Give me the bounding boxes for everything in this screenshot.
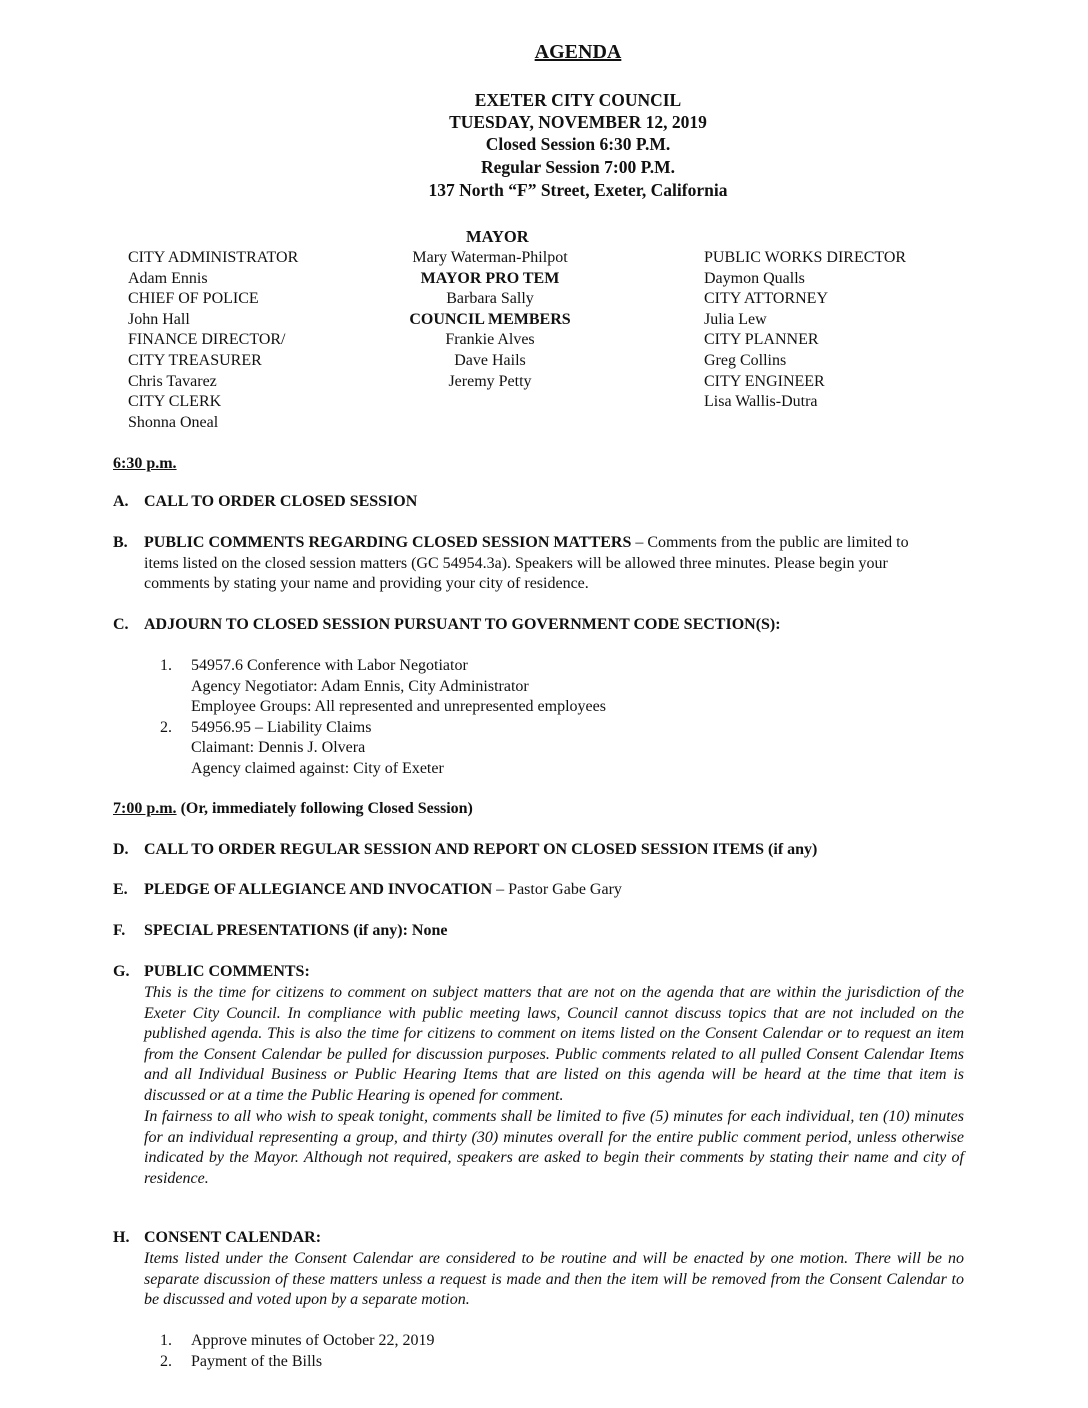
roster-right-item: Julia Lew [704, 310, 767, 328]
section-text: – Comments from the public are limited to items listed on the closed session matters (GC 54954.3a). Speakers will be allowed three minutes. Please begin your comments by stating your name and providing your city of residence. [144, 534, 909, 592]
section-a [113, 492, 973, 514]
roster-right-item: PUBLIC WORKS DIRECTOR [704, 249, 907, 266]
public-comments-paragraph-2: In fairness to all who wish to speak tonight, comments shall be limited to five (5) minutes for each individual, ten (10) minutes for an individual representing a group, and thirty (30) minutes overall for the entire public comment period, unless otherwise indicated by the Mayor. Although not required, speakers are asked to begin their comments by stating their name and city of residence. [144, 1108, 964, 1187]
section-letter: D. [113, 841, 129, 858]
section-letter: A. [113, 493, 129, 510]
section-letter: H. [113, 1229, 130, 1246]
roster-right-item: Lisa Wallis-Dutra [704, 393, 818, 411]
section-title: PUBLIC COMMENTS REGARDING CLOSED SESSION MATTERS [144, 534, 632, 551]
section-title: CALL TO ORDER CLOSED SESSION [144, 493, 418, 510]
item-line: Agency claimed against: City of Exeter [191, 759, 444, 777]
roster-right-item: Daymon Qualls [704, 269, 805, 287]
item-line: Agency Negotiator: Adam Ennis, City Administrator [191, 677, 529, 695]
mayor-label: MAYOR [466, 227, 529, 246]
time-closed-session: 6:30 p.m. [113, 455, 177, 472]
roster-center-item: COUNCIL MEMBERS [409, 310, 571, 328]
roster-center-item: Dave Hails [454, 351, 526, 369]
section-title: PLEDGE OF ALLEGIANCE AND INVOCATION [144, 881, 493, 898]
roster-center-item: Mary Waterman-Philpot [412, 249, 568, 266]
section-title: CONSENT CALENDAR: [144, 1229, 322, 1246]
roster-center-item: Barbara Sally [446, 290, 534, 308]
item-number: 1. [160, 657, 172, 674]
roster-center-item: Frankie Alves [445, 331, 535, 349]
roster-right-item: CITY ENGINEER [704, 372, 825, 390]
item-line: 54957.6 Conference with Labor Negotiator [191, 657, 468, 674]
roster-right [704, 248, 906, 413]
section-letter: F. [113, 922, 126, 939]
item-number: 1. [160, 1332, 172, 1349]
section-h [113, 1228, 973, 1318]
roster-left-item: FINANCE DIRECTOR/ [128, 331, 286, 349]
roster-right-item: Greg Collins [704, 351, 787, 369]
roster-left-item: CITY ADMINISTRATOR [128, 249, 299, 266]
roster-right-item: CITY ATTORNEY [704, 290, 828, 308]
item-line: 54956.95 – Liability Claims [191, 718, 372, 736]
section-letter: E. [113, 881, 128, 898]
roster-left-item: Adam Ennis [128, 269, 208, 287]
section-f [113, 921, 973, 943]
section-title: SPECIAL PRESENTATIONS (if any): None [144, 922, 448, 939]
item-line: Payment of the Bills [191, 1353, 323, 1370]
time-regular-label: 7:00 p.m. [113, 800, 177, 817]
roster-right-item: CITY PLANNER [704, 331, 819, 349]
section-letter: B. [113, 534, 128, 551]
section-letter: C. [113, 616, 129, 633]
section-title: CALL TO ORDER REGULAR SESSION AND REPORT ON CLOSED SESSION ITEMS (if any) [144, 841, 818, 858]
section-text: – Pastor Gabe Gary [492, 881, 622, 898]
closed-session-time: Closed Session 6:30 P.M. [485, 134, 671, 154]
item-number: 2. [160, 1353, 172, 1370]
public-comments-paragraph-1: This is the time for citizens to comment on subject matters that are not on the agenda that are within the jurisdiction of the Exeter City Council. In compliance with public meeting laws, Council cannot discuss topics that are not included on the published agenda. This is also the time for citizens to comment on items listed on the Consent Calendar or to request an item from the Consent Calendar be pulled for discussion purposes. Public comments related to all pulled Consent Calendar Items and all Individual Business or Public Hearing Items that are listed on this agenda will be heard at the time that item is discussed or at a time the Public Hearing is opened for comment. [144, 984, 964, 1104]
section-g [113, 962, 973, 1212]
agenda-title: AGENDA [534, 41, 622, 63]
section-letter: G. [113, 963, 130, 980]
roster-center [378, 248, 602, 392]
roster-center-item: Jeremy Petty [448, 372, 532, 390]
roster-left-item: John Hall [128, 310, 190, 328]
roster-left-item: CITY TREASURER [128, 351, 262, 369]
item-line: Employee Groups: All represented and unrepresented employees [191, 698, 606, 715]
section-title: PUBLIC COMMENTS: [144, 963, 310, 980]
council-name: EXETER CITY COUNCIL [474, 90, 682, 110]
roster-left-item: Shonna Oneal [128, 413, 219, 431]
time-regular-session [113, 799, 473, 820]
time-regular-note: (Or, immediately following Closed Session) [176, 800, 473, 817]
section-b [113, 533, 973, 597]
roster-left-item: Chris Tavarez [128, 372, 217, 390]
regular-session-time: Regular Session 7:00 P.M. [481, 157, 675, 177]
section-title: ADJOURN TO CLOSED SESSION PURSUANT TO GOVERNMENT CODE SECTION(S): [144, 616, 781, 633]
section-e [113, 880, 973, 902]
roster-left [128, 248, 298, 433]
item-line: Approve minutes of October 22, 2019 [191, 1332, 435, 1349]
consent-calendar-paragraph: Items listed under the Consent Calendar are considered to be routine and will be enacted by one motion. There will be no separate discussion of these matters unless a request is made and then the item will be removed from the Consent Calendar to be discussed and voted upon by a separate motion. [144, 1250, 964, 1308]
meeting-date: TUESDAY, NOVEMBER 12, 2019 [449, 112, 707, 132]
roster-left-item: CHIEF OF POLICE [128, 290, 259, 308]
section-c [113, 615, 973, 637]
roster-center-item: MAYOR PRO TEM [420, 269, 560, 287]
item-number: 2. [160, 718, 172, 736]
section-d [113, 840, 973, 862]
roster-left-item: CITY CLERK [128, 393, 222, 411]
item-line: Claimant: Dennis J. Olvera [191, 739, 366, 756]
meeting-address: 137 North “F” Street, Exeter, California [428, 180, 728, 200]
